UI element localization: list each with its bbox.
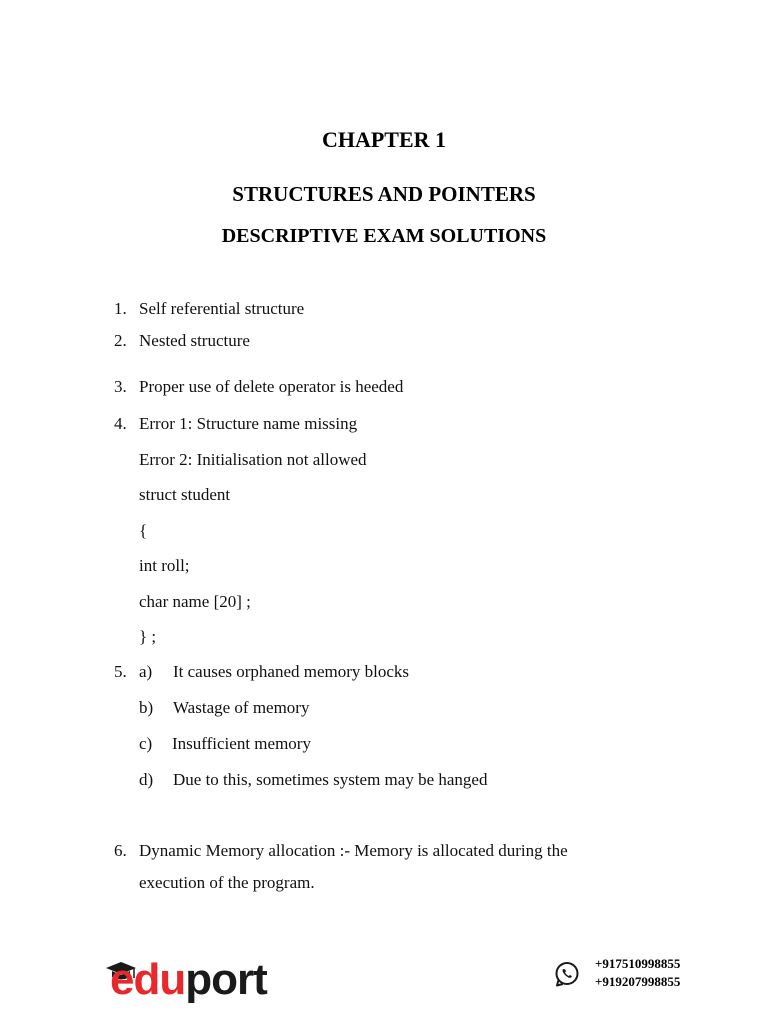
answer-text: execution of the program. xyxy=(139,873,315,892)
sub-text: Wastage of memory xyxy=(173,698,310,717)
sub-label: d) xyxy=(139,770,154,789)
answer-text: Error 2: Initialisation not allowed xyxy=(139,450,367,469)
phone-number: +919207998855 xyxy=(595,974,681,989)
sub-text: It causes orphaned memory blocks xyxy=(173,662,410,681)
page-footer xyxy=(0,950,768,1010)
code-text: char name [20] ; xyxy=(139,592,251,611)
answer-text: Dynamic Memory allocation :- Memory is allocated during the xyxy=(139,841,568,860)
sub-label: b) xyxy=(139,698,154,717)
sub-text: Due to this, sometimes system may be hanged xyxy=(173,770,488,789)
answer-number: 1. xyxy=(114,299,127,318)
eduport-logo xyxy=(104,954,274,1006)
answer-number: 3. xyxy=(114,377,127,396)
sub-text: Insufficient memory xyxy=(172,734,311,753)
sub-label: c) xyxy=(139,734,153,753)
answer-text: Error 1: Structure name missing xyxy=(139,414,358,433)
answer-number: 5. xyxy=(114,662,127,681)
code-text: { xyxy=(139,521,148,540)
answer-number: 4. xyxy=(114,414,127,433)
answer-number: 2. xyxy=(114,331,127,350)
chapter-title: STRUCTURES AND POINTERS xyxy=(232,182,536,206)
answer-text: Nested structure xyxy=(139,331,250,350)
contact-phones xyxy=(595,955,680,991)
code-text: } ; xyxy=(139,627,157,646)
code-text: int roll; xyxy=(139,556,190,575)
answer-number: 6. xyxy=(114,841,127,860)
section-subtitle: DESCRIPTIVE EXAM SOLUTIONS xyxy=(221,225,547,247)
sub-label: a) xyxy=(139,662,153,681)
code-text: struct student xyxy=(139,485,231,504)
phone-number: +917510998855 xyxy=(595,956,681,971)
logo-wordmark: eduport xyxy=(110,955,267,1004)
answer-text: Proper use of delete operator is heeded xyxy=(139,377,404,396)
whatsapp-icon xyxy=(553,960,581,988)
answer-text: Self referential structure xyxy=(139,299,305,318)
chapter-heading: CHAPTER 1 xyxy=(321,127,447,152)
